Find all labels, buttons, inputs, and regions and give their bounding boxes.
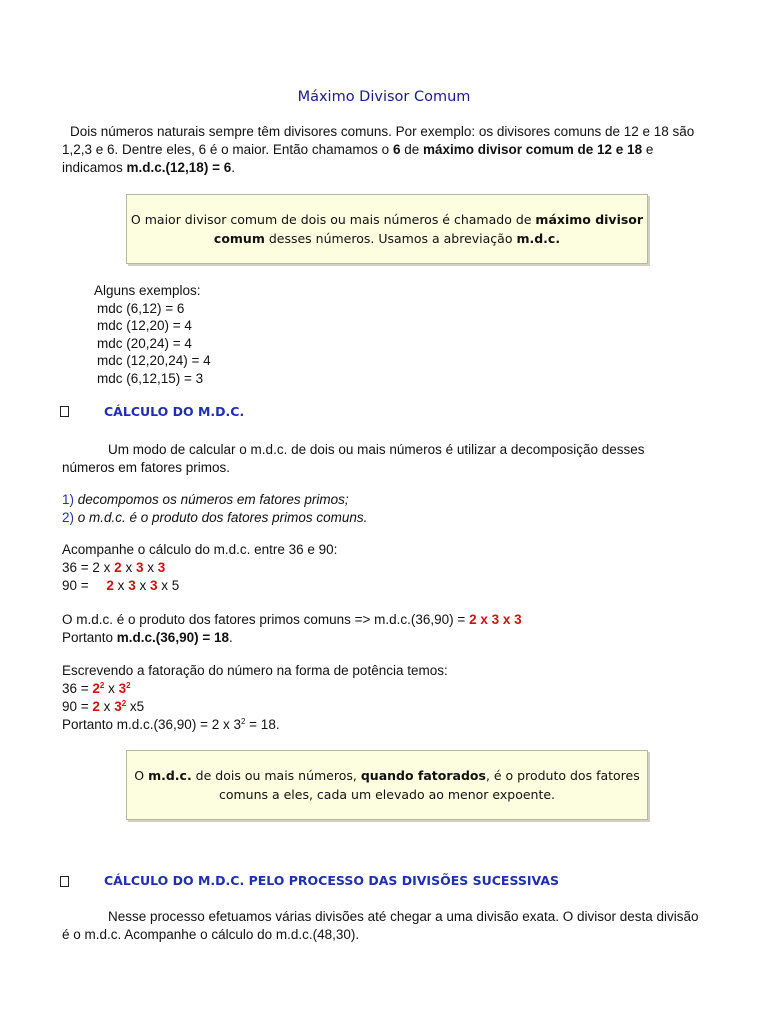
steps-list	[62, 491, 712, 527]
power-intro: Escrevendo a fatoração do número na forma de potência temos:	[62, 663, 448, 678]
rule-line-2: comuns a eles, cada um elevado ao menor expoente.	[218, 787, 556, 802]
definition-line-2: comum desses números. Usamos a abreviação m.d.c.	[213, 231, 561, 246]
definition-box	[126, 194, 648, 264]
power-90: 90 = 2 x $3^2$ x5	[62, 699, 145, 714]
example-item: mdc (12,20,24) = 4	[97, 353, 211, 368]
section-heading-divisoes: CÁLCULO DO M.D.C. PELO PROCESSO DAS DIVISÕES SUCESSIVAS	[104, 873, 560, 888]
definition-line-1: O maior divisor comum de dois ou mais números é chamado de máximo divisor	[130, 212, 644, 227]
section1-intro-line-1: Um modo de calcular o m.d.c. de dois ou mais números é utilizar a decomposição desses	[108, 442, 645, 457]
power-block	[62, 662, 712, 734]
examples-label: Alguns exemplos:	[94, 283, 201, 298]
section2-paragraph	[62, 908, 712, 944]
rule-line-1: O m.d.c. de dois ou mais números, quando fatorados, é o produto dos fatores	[134, 768, 640, 783]
section2-line-2: é o m.d.c. Acompanhe o cálculo do m.d.c.(48,30).	[62, 927, 360, 942]
intro-line-2: 1,2,3 e 6. Dentre eles, 6 é o maior. Então chamamos o 6 de máximo divisor comum de 12 e 18 e	[62, 142, 654, 157]
examples-list	[94, 282, 744, 387]
example-item: mdc (12,20) = 4	[97, 318, 192, 333]
product-line: O m.d.c. é o produto dos fatores primos comuns => m.d.c.(36,90) = 2 x 3 x 3	[62, 612, 522, 627]
example-item: mdc (6,12,15) = 3	[97, 370, 204, 386]
portanto-line: Portanto m.d.c.(36,90) = 18.	[62, 630, 233, 645]
calc-90: 90 = 2 x 3 x 3 x 5	[62, 578, 180, 593]
power-result: Portanto m.d.c.(36,90) = 2 x $3^2 = 18$.	[62, 717, 280, 732]
product-block	[62, 611, 712, 647]
section1-intro	[62, 441, 712, 477]
section2-line-1: Nesse processo efetuamos várias divisões até chegar a uma divisão exata. O divisor desta divisão	[108, 909, 699, 924]
power-36: $36 = 2^2$ x $3^2$	[62, 681, 131, 696]
step-2: 2) o m.d.c. é o produto dos fatores primos comuns.	[62, 510, 368, 525]
page-title: Máximo Divisor Comum	[297, 89, 471, 105]
section1-intro-line-2: números em fatores primos.	[62, 460, 231, 475]
example-item: mdc (6,12) = 6	[97, 300, 185, 316]
intro-line-1: Dois números naturais sempre têm divisores comuns. Por exemplo: os divisores comuns de 12 e 18 são	[70, 124, 695, 139]
step-1: 1) decompomos os números em fatores primos;	[62, 492, 349, 507]
calc-36: 36 = 2 x 2 x 3 x 3	[62, 560, 166, 575]
factorization-block	[62, 541, 712, 595]
intro-paragraph	[62, 123, 712, 177]
section-heading-calculo: CÁLCULO DO M.D.C.	[104, 404, 245, 419]
bullet-icon	[60, 406, 69, 417]
calc-intro: Acompanhe o cálculo do m.d.c. entre 36 e 90:	[62, 542, 338, 557]
intro-line-3: indicamos m.d.c.(12,18) = 6.	[62, 160, 235, 175]
bullet-icon	[60, 876, 69, 887]
rule-box	[126, 750, 648, 820]
example-item: mdc (20,24) = 4	[97, 335, 192, 351]
